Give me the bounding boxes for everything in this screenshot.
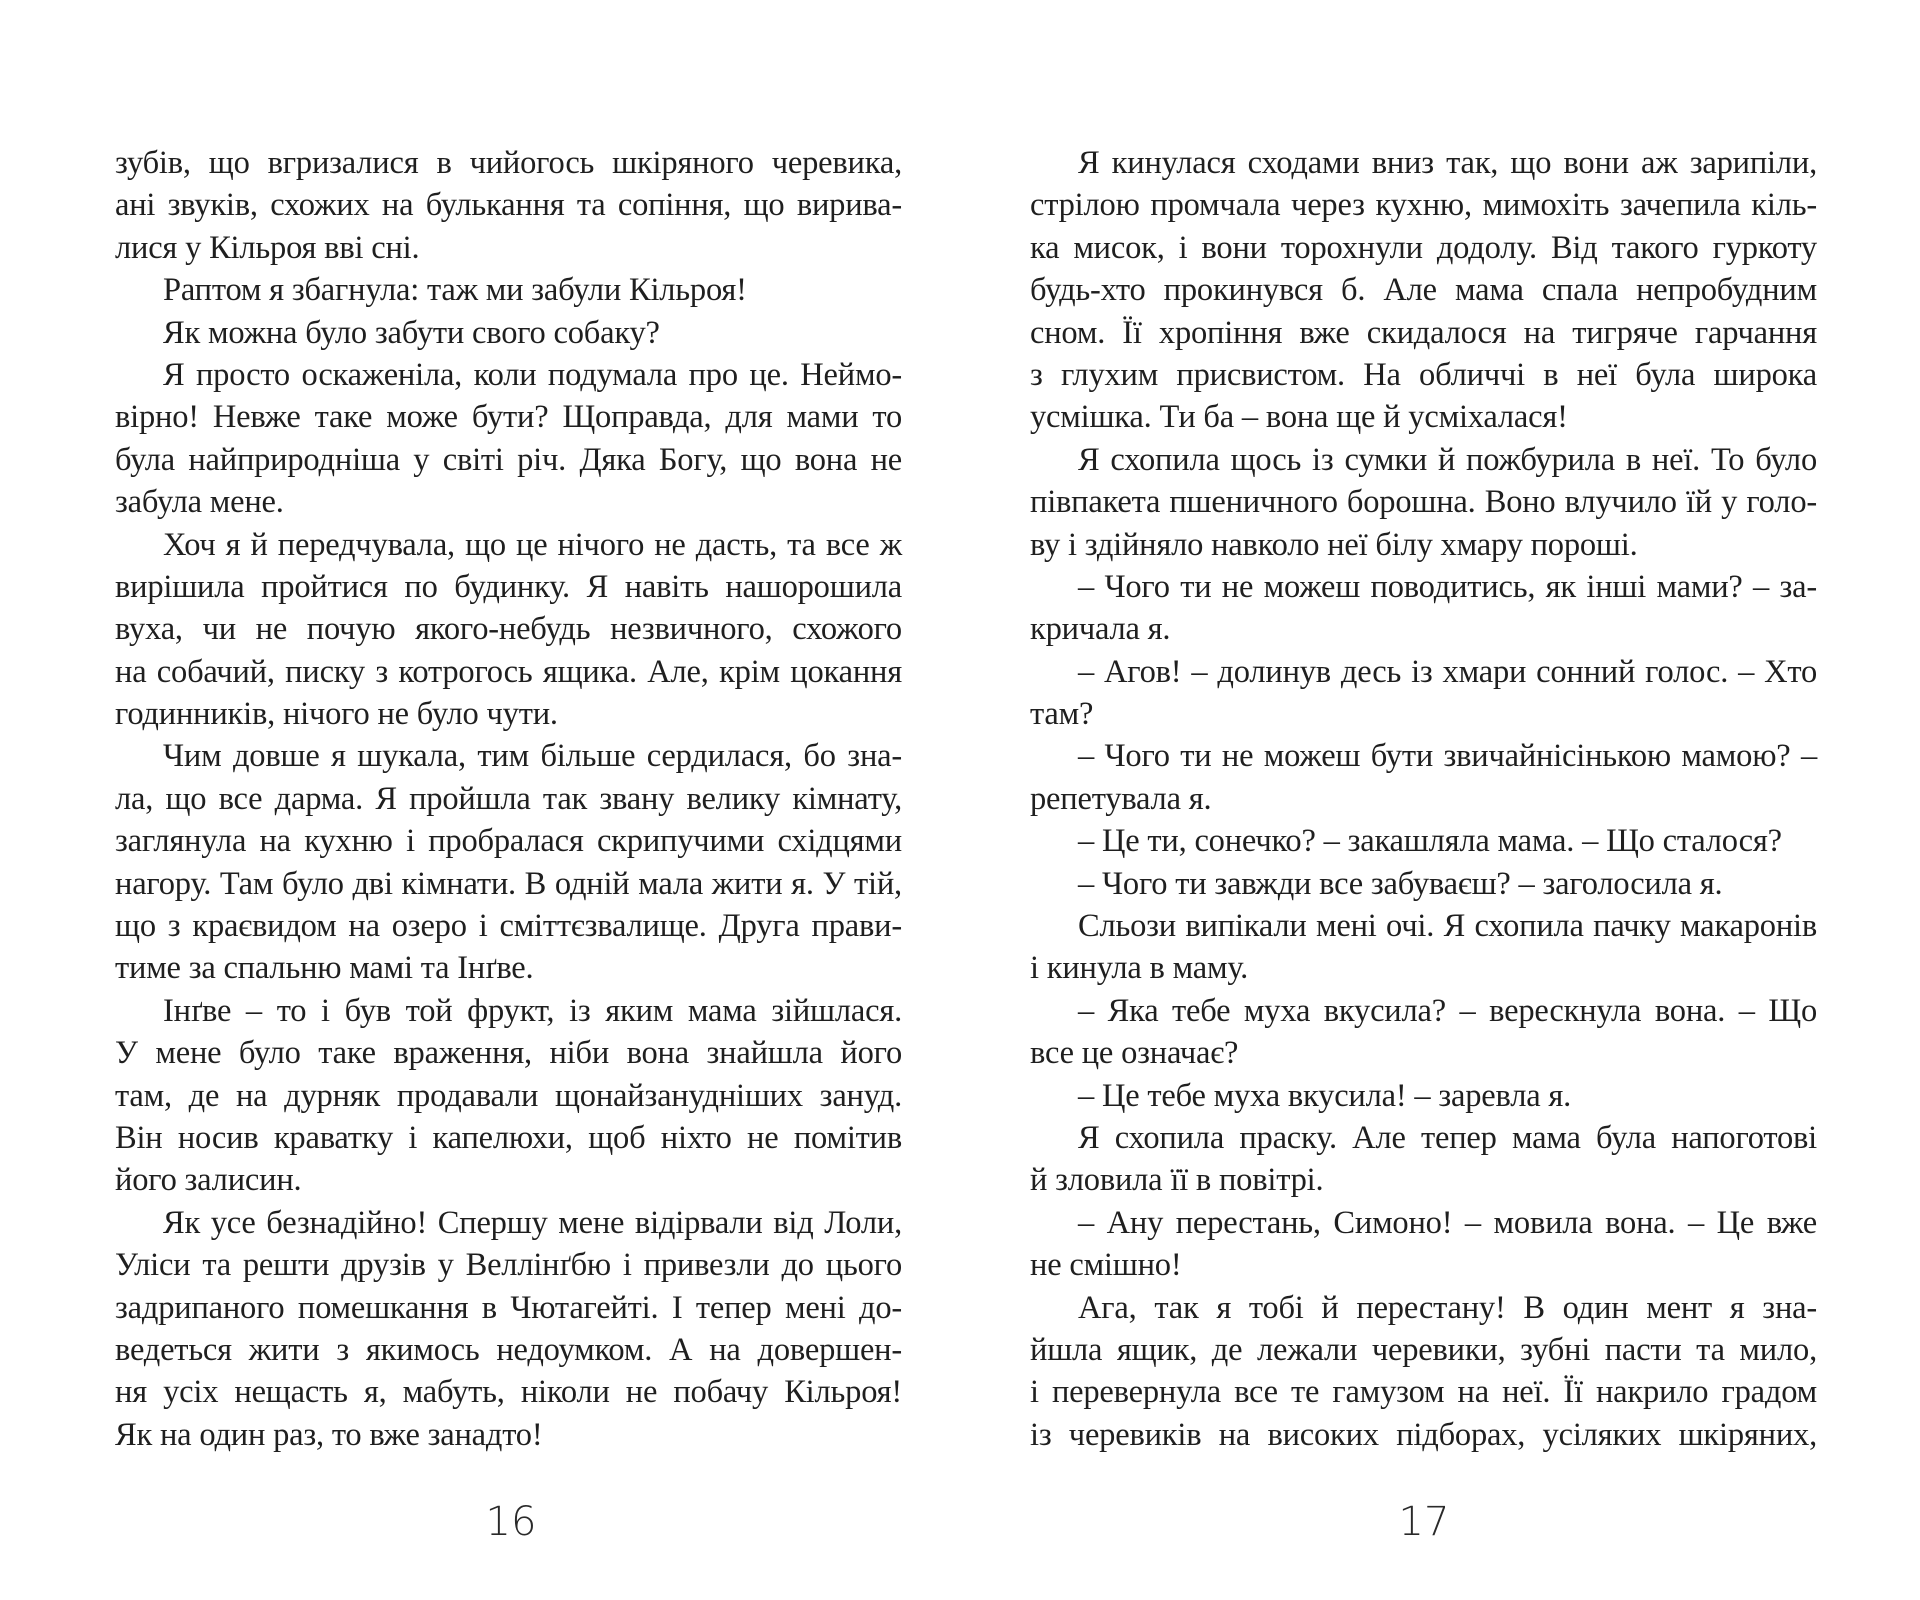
text-line: Ага, так я тобі й перестану! В один мент я зна- xyxy=(1078,1289,1817,1326)
text-line: будь-хто прокинувся б. Але мама спала непробудним xyxy=(1030,272,1817,309)
text-line: Чим довше я шукала, тим більше сердилася, бо зна- xyxy=(163,738,902,775)
text-line: Сльози випікали мені очі. Я схопила пачку макаронів xyxy=(1078,908,1817,945)
text-line: ня усіх нещасть я, мабуть, ніколи не побачу Кільроя! xyxy=(115,1374,902,1411)
text-line: – Це ти, сонечко? – закашляла мама. – Що сталося? xyxy=(1078,823,1782,860)
text-line: Хоч я й передчувала, що це нічого не дасть, та все ж xyxy=(163,526,902,563)
text-line: – Чого ти не можеш бути звичайнісінькою мамою? – xyxy=(1078,738,1817,775)
text-line: вуха, чи не почую якого-небудь незвичного, схожого xyxy=(115,611,902,648)
text-line: – Чого ти завжди все забуваєш? – заголосила я. xyxy=(1078,865,1723,902)
text-line: і перевернула все те гамузом на неї. Її накрило градом xyxy=(1030,1374,1817,1411)
text-line: й зловила її в повітрі. xyxy=(1030,1162,1324,1199)
left-page-text-column xyxy=(115,142,902,1456)
text-line: Уліси та решти друзів у Веллінґбю і привезли до цього xyxy=(115,1247,902,1284)
text-line: усмішка. Ти ба – вона ще й усміхалася! xyxy=(1030,399,1568,436)
text-line: – Це тебе муха вкусила! – заревла я. xyxy=(1078,1077,1572,1114)
text-line: кричала я. xyxy=(1030,611,1171,648)
text-line: не смішно! xyxy=(1030,1247,1182,1284)
page-number-left: 16 xyxy=(485,1499,537,1545)
text-line: ані звуків, схожих на булькання та сопіння, що вирива- xyxy=(115,187,902,224)
text-line: там, де на дурняк продавали щонайзануднiших зануд. xyxy=(115,1077,902,1114)
text-line: Як на один раз, то вже занадто! xyxy=(115,1416,543,1453)
text-line: Я кинулася сходами вниз так, що вони аж зарипіли, xyxy=(1078,145,1817,181)
text-line: Як можна було забути свого собаку? xyxy=(163,314,660,351)
text-line: – Агов! – долинув десь із хмари сонний голос. – Хто xyxy=(1078,653,1817,690)
text-line: – Ану перестань, Симоно! – мовила вона. – Це вже xyxy=(1078,1204,1817,1241)
text-line: зубів, що вгризалися в чийогось шкіряного черевика, xyxy=(115,145,902,181)
text-line: все це означає? xyxy=(1030,1035,1239,1072)
text-line: Я схопила праску. Але тепер мама була напоготові xyxy=(1078,1119,1817,1156)
text-line: з глухим присвистом. На обличчі в неї була широка xyxy=(1030,356,1817,393)
text-line: ведеться жити з якимось недоумком. А на довершен- xyxy=(115,1331,902,1368)
text-line: що з краєвидом на озеро і сміттєзвалище. Друга прави- xyxy=(115,908,902,945)
text-line: Як усе безнадійно! Спершу мене відірвали від Лоли, xyxy=(163,1204,902,1241)
text-line: там? xyxy=(1030,696,1094,733)
text-line: із черевиків на високих підборах, усіляких шкіряних, xyxy=(1030,1416,1817,1453)
text-line: Я просто оскаженіла, коли подумала про це. Неймо- xyxy=(163,356,902,393)
text-line: вирішила пройтися по будинку. Я навіть нашорошила xyxy=(115,568,902,605)
text-line: лися у Кільроя вві сні. xyxy=(115,229,420,266)
text-line: репетувала я. xyxy=(1030,780,1212,817)
text-line: на собачий, писку з котрогось ящика. Але, крім цокання xyxy=(115,653,902,690)
text-line: – Чого ти не можеш поводитись, як інші мами? – за- xyxy=(1078,568,1817,605)
text-line: годинників, нічого не було чути. xyxy=(115,696,558,733)
text-line: У мене було таке враження, ніби вона знайшла його xyxy=(115,1035,902,1072)
text-line: ву і здійняло навколо неї білу хмару пороші. xyxy=(1030,526,1638,563)
text-line: вірно! Невже таке може бути? Щоправда, для мами то xyxy=(115,399,902,436)
right-page xyxy=(960,0,1920,1600)
text-line: забула мене. xyxy=(115,484,284,521)
right-page-text-column xyxy=(1030,142,1817,1456)
text-line: Я схопила щось із сумки й пожбурила в неї. То було xyxy=(1078,441,1817,478)
text-line: його залисин. xyxy=(115,1162,302,1199)
text-line: Раптом я збагнула: таж ми забули Кільроя! xyxy=(163,272,747,309)
text-line: заглянула на кухню і пробралася скрипучими східцями xyxy=(115,823,902,860)
page-number-right: 17 xyxy=(1398,1499,1450,1545)
text-line: Інґве – то і був той фрукт, із яким мама зійшлася. xyxy=(163,992,902,1029)
text-line: сном. Її хропіння вже скидалося на тигряче гарчання xyxy=(1030,314,1817,351)
text-line: задрипаного помешкання в Чютагейті. І тепер мені до- xyxy=(115,1289,902,1326)
text-line: стрілою промчала через кухню, мимохіть зачепила кіль- xyxy=(1030,187,1817,224)
text-line: нагору. Там було дві кімнати. В одній мала жити я. У тій, xyxy=(115,865,902,902)
text-line: тиме за спальню мамі та Інґве. xyxy=(115,950,534,987)
text-line: і кинула в маму. xyxy=(1030,950,1249,987)
text-line: ка мисок, і вони торохнули додолу. Від такого гуркоту xyxy=(1030,229,1817,266)
text-line: ла, що все дарма. Я пройшла так звану велику кімнату, xyxy=(115,780,902,817)
text-line: йшла ящик, де лежали черевики, зубні пасти та мило, xyxy=(1030,1331,1817,1368)
text-line: півпакета пшеничного борошна. Воно влучило їй у голо- xyxy=(1030,484,1817,521)
text-line: була найприродніша у світі річ. Дяка Богу, що вона не xyxy=(115,441,902,478)
text-line: – Яка тебе муха вкусила? – верескнула вона. – Що xyxy=(1078,992,1817,1029)
text-line: Він носив краватку і капелюхи, щоб ніхто не помітив xyxy=(115,1119,902,1156)
